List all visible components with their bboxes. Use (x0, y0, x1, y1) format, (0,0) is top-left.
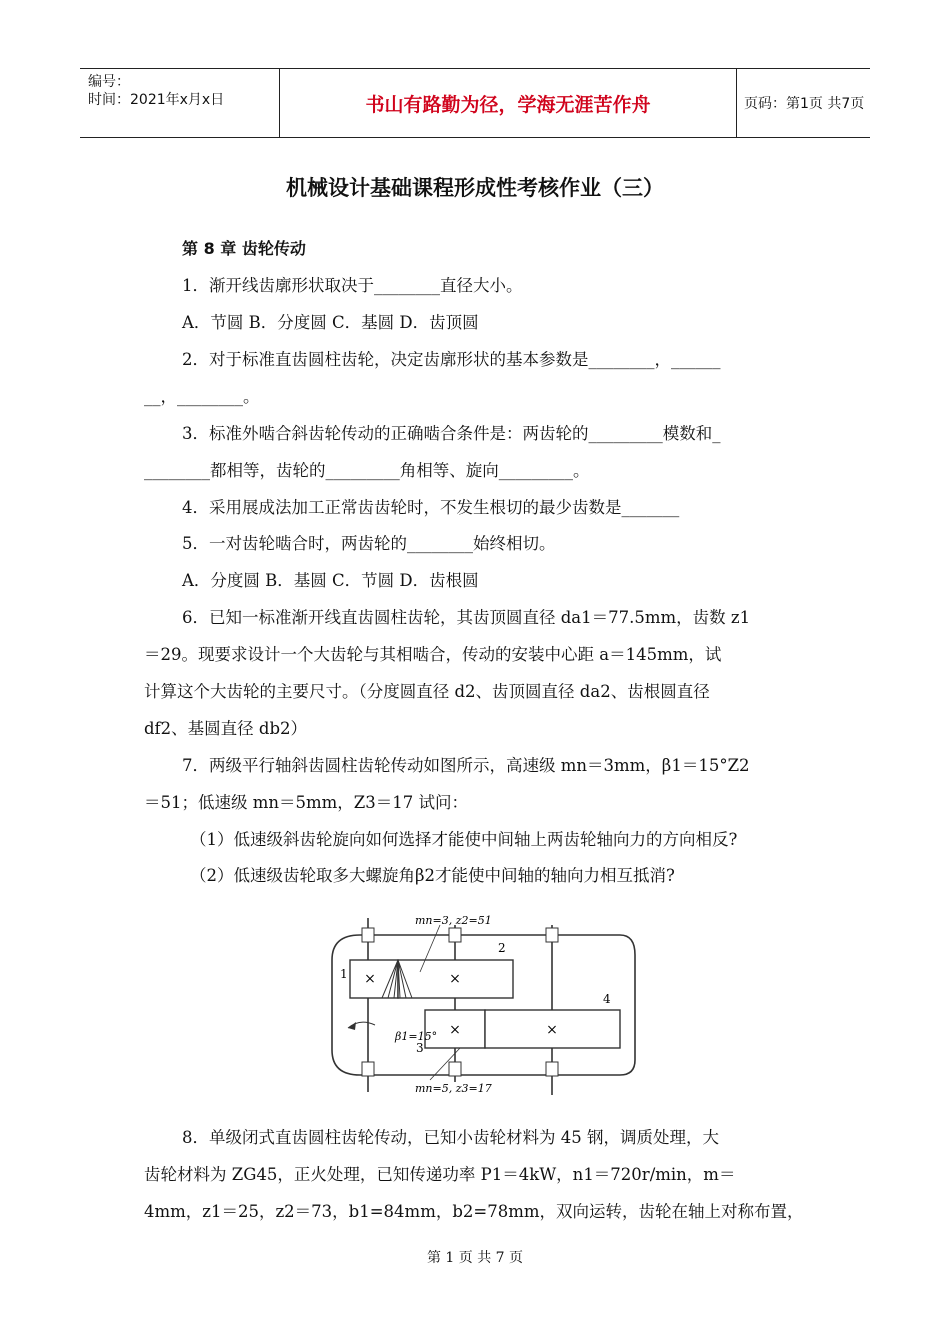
question-7-line-1: 7．两级平行轴斜齿圆柱齿轮传动如图所示，高速级 mn＝3mm，β1＝15°Z2 (182, 756, 750, 775)
label-gear-2: 2 (498, 941, 506, 955)
bearing (362, 928, 374, 942)
label-high-speed: mn=3, z2=51 (415, 914, 492, 927)
header-motto: 书山有路勤为径，学海无涯苦作舟 (280, 69, 737, 137)
document-date: 时间：2021年x月x日 (88, 92, 225, 108)
page-header (80, 68, 870, 138)
gear-transmission-figure (320, 910, 650, 1100)
question-2-line-1: 2．对于标准直齿圆柱齿轮，决定齿廓形状的基本参数是________，______ (182, 350, 721, 369)
arrow-head (348, 1022, 356, 1030)
question-5: 5．一对齿轮啮合时，两齿轮的________始终相切。 (182, 534, 556, 553)
bearing (546, 1062, 558, 1076)
question-5-options: A．分度圆 B．基圆 C．节圆 D．齿根圆 (182, 571, 479, 590)
question-7-sub-2: （2）低速级齿轮取多大螺旋角β2才能使中间轴的轴向力相互抵消? (190, 866, 675, 885)
question-3-line-1: 3．标准外啮合斜齿轮传动的正确啮合条件是：两齿轮的_________模数和_ (182, 424, 721, 443)
question-6-line-2: ＝29。现要求设计一个大齿轮与其相啮合，传动的安装中心距 a＝145mm，试 (144, 645, 722, 664)
cross-mark: × (364, 971, 376, 987)
header-page-info: 页码：第1页 共7页 (744, 96, 865, 112)
question-2-line-2: __，________。 (144, 387, 260, 406)
housing-outline (332, 935, 635, 1075)
question-6-line-3: 计算这个大齿轮的主要尺寸。（分度圆直径 d2、齿顶圆直径 da2、齿根圆直径 (144, 682, 710, 701)
cross-mark: × (546, 1022, 558, 1038)
page-footer: 第 1 页 共 7 页 (426, 1250, 524, 1266)
question-6-line-1: 6．已知一标准渐开线直齿圆柱齿轮，其齿顶圆直径 da1＝77.5mm，齿数 z1 (182, 608, 751, 627)
question-1-options: A．节圆 B．分度圆 C．基圆 D．齿顶圆 (182, 313, 479, 332)
question-8-line-3: 4mm，z1＝25，z2＝73，b1=84mm，b2=78mm，双向运转，齿轮在轴上对称布置， (144, 1202, 804, 1221)
document-title: 机械设计基础课程形成性考核作业（三） (286, 176, 664, 200)
cross-mark: × (449, 971, 461, 987)
question-8-line-2: 齿轮材料为 ZG45，正火处理，已知传递功率 P1＝4kW，n1＝720r/min，m＝ (144, 1165, 736, 1184)
bearing (362, 1062, 374, 1076)
question-1: 1．渐开线齿廓形状取决于________直径大小。 (182, 276, 523, 295)
document-number: 编号： (88, 74, 130, 90)
label-low-speed: mn=5, z3=17 (415, 1082, 492, 1095)
header-meta (80, 69, 280, 137)
question-4: 4．采用展成法加工正常齿齿轮时，不发生根切的最少齿数是_______ (182, 498, 680, 517)
question-8-line-1: 8．单级闭式直齿圆柱齿轮传动，已知小齿轮材料为 45 钢，调质处理，大 (182, 1128, 719, 1147)
label-gear-4: 4 (603, 992, 611, 1006)
label-gear-3: 3 (416, 1041, 424, 1055)
question-6-line-4: df2、基圆直径 db2） (144, 719, 308, 738)
label-gear-1: 1 (340, 967, 348, 981)
bearing (449, 1062, 461, 1076)
bearing (546, 928, 558, 942)
question-3-line-2: ________都相等，齿轮的_________角相等、旋向_________。 (144, 461, 590, 480)
cross-mark: × (449, 1022, 461, 1038)
question-7-sub-1: （1）低速级斜齿轮旋向如何选择才能使中间轴上两齿轮轴向力的方向相反? (190, 830, 738, 849)
bearing (449, 928, 461, 942)
chapter-heading: 第 8 章 齿轮传动 (182, 239, 306, 258)
question-7-line-2: ＝51；低速级 mn＝5mm，Z3＝17 试问： (144, 793, 469, 812)
label-beta: β1=15° (395, 1030, 438, 1043)
